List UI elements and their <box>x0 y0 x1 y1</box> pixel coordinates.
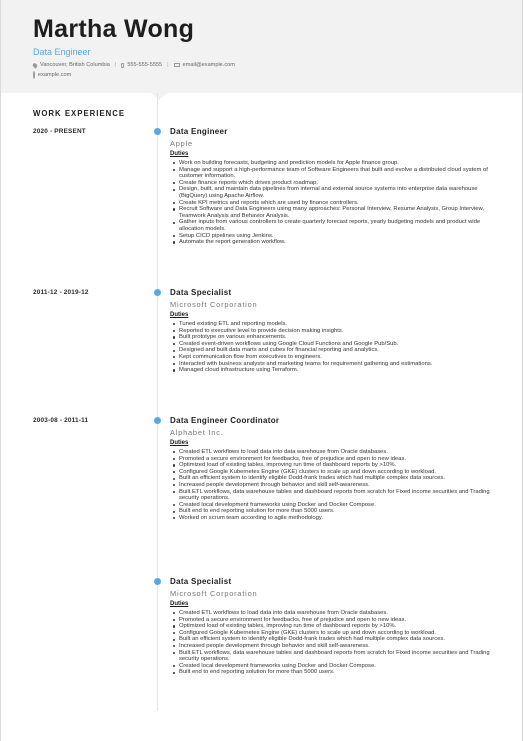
contact-phone <box>121 62 162 68</box>
candidate-name: Martha Wong <box>33 15 195 43</box>
location-text: Vancouver, British Columbia <box>40 62 110 68</box>
duty-item: Created ETL workflows to load data into data warehouse from Oracle databases. <box>170 610 490 617</box>
duty-item: Promoted a secure environment for feedbacks, free of prejudice and open to new ideas. <box>170 617 490 624</box>
duty-item: Interacted with business analysts and marketing teams for requirement gathering and estimations. <box>170 361 490 368</box>
contact-website[interactable] <box>33 72 71 78</box>
duty-item: Designed and built data marts and cubes for financial reporting and analytics. <box>170 347 490 354</box>
duties-list <box>170 160 490 246</box>
job-company: Microsoft Corporation <box>170 589 258 598</box>
job-content <box>170 127 490 246</box>
job-date: 2003-08 - 2011-11 <box>33 417 89 424</box>
duty-item: Worked on scrum team according to agile methodology. <box>170 515 490 522</box>
duty-item: Built an efficient system to identify eligible Dodd-frank trades which had multiple complex data sources. <box>170 636 490 643</box>
timeline-dot <box>154 578 161 585</box>
job-company: Apple <box>170 139 193 148</box>
duty-item: Tuned existing ETL and reporting models. <box>170 321 490 328</box>
job-title: Data Specialist <box>170 577 232 586</box>
section-heading-work-experience: WORK EXPERIENCE <box>33 109 126 118</box>
website-text[interactable]: example.com <box>38 72 72 78</box>
duty-item: Configured Google Kubernetes Engine (GKE) clusters to scale up and down according to workload. <box>170 469 490 476</box>
duties-list <box>170 449 490 522</box>
duty-item: Built prototype on various enhancements. <box>170 334 490 341</box>
duties-label: Duties <box>170 601 189 607</box>
duties-label: Duties <box>170 440 189 446</box>
contact-row-2 <box>33 72 522 78</box>
timeline-line <box>157 93 158 711</box>
duty-item: Work on building forecasts, budgeting and prediction models for Apple finance group. <box>170 160 490 167</box>
duty-item: Created local development frameworks using Docker and Docker Compose. <box>170 663 490 670</box>
duty-item: Built ETL workflows, data warehouse tables and dashboard reports from scratch for Fixed income securities and Trading security operations. <box>170 489 490 502</box>
email-text[interactable]: email@example.com <box>182 62 235 68</box>
location-pin-icon <box>32 62 38 68</box>
job-company: Alphabet Inc. <box>170 428 224 437</box>
duty-item: Optimized load of existing tables, improving run time of dashboard reports by >10%. <box>170 623 490 630</box>
duty-item: Manage and support a high-performance team of Software Engineers that built and evolve a distributed cloud system of customer information. <box>170 167 490 180</box>
job-date: 2011-12 - 2019-12 <box>33 289 89 296</box>
contact-email[interactable] <box>174 62 235 68</box>
duties-list <box>170 321 490 374</box>
duty-item: Setup CICD pipelines using Jenkins. <box>170 233 490 240</box>
duty-item: Built end to end reporting solution for more than 5000 users. <box>170 669 490 676</box>
job-title: Data Engineer Coordinator <box>170 416 280 425</box>
duty-item: Created local development frameworks using Docker and Docker Compose. <box>170 502 490 509</box>
contact-location <box>33 62 110 68</box>
contact-row <box>33 62 522 68</box>
duty-item: Recruit Software and Data Engineers using many approaches: Personal Interview, Resume Analysis, Group Interview, Teamwork Analysis and Behavior Analysis. <box>170 206 490 219</box>
duty-item: Managed cloud infrastructure using Terraform. <box>170 367 490 374</box>
duty-item: Built end to end reporting solution for more than 5000 users. <box>170 508 490 515</box>
candidate-title: Data Engineer <box>33 47 91 57</box>
duty-item: Gather inputs from various controllers to create quarterly forecast reports, yearly budgeting models and product wide allocation models. <box>170 219 490 232</box>
job-content <box>170 288 490 374</box>
job-title: Data Engineer <box>170 127 228 136</box>
job-content <box>170 416 490 522</box>
duty-item: Automate the report generation workflow. <box>170 239 490 246</box>
contact-separator: | <box>167 62 169 68</box>
resume-header <box>1 0 522 93</box>
job-date: 2020 - PRESENT <box>33 128 86 135</box>
timeline-dot <box>154 417 161 424</box>
duty-item: Created ETL workflows to load data into data warehouse from Oracle databases. <box>170 449 490 456</box>
duty-item: Reported to executive level to provide decision making insights. <box>170 328 490 335</box>
job-title: Data Specialist <box>170 288 232 297</box>
duty-item: Promoted a secure environment for feedbacks, free of prejudice and open to new ideas. <box>170 456 490 463</box>
duty-item: Create finance reports which drives product roadmap. <box>170 180 490 187</box>
duty-item: Design, built, and maintain data pipelines from internal and external source systems into enterprise data warehouse (BigQuery) using Apache Airflow. <box>170 186 490 199</box>
duty-item: Optimized load of existing tables, improving run time of dashboard reports by >10%. <box>170 462 490 469</box>
job-content <box>170 577 490 676</box>
duty-item: Kept communication flow from executives to engineers. <box>170 354 490 361</box>
duty-item: Increased people development through behavior and skill self-awareness. <box>170 482 490 489</box>
globe-icon <box>33 71 35 79</box>
phone-icon <box>121 63 124 68</box>
duties-list <box>170 610 490 676</box>
mail-icon <box>174 63 180 67</box>
duty-item: Configured Google Kubernetes Engine (GKE) clusters to scale up and down according to workload. <box>170 630 490 637</box>
duties-label: Duties <box>170 312 189 318</box>
timeline-dot <box>154 289 161 296</box>
duties-label: Duties <box>170 151 189 157</box>
duty-item: Create KPI metrics and reports which are used by finance controllers. <box>170 200 490 207</box>
duty-item: Created event-driven workflows using Google Cloud Functions and Google Pub/Sub. <box>170 341 490 348</box>
contact-separator: | <box>114 62 117 68</box>
header-notch <box>151 93 167 100</box>
phone-text: 555-555-5555 <box>127 62 163 68</box>
job-company: Microsoft Corporation <box>170 300 258 309</box>
duty-item: Built ETL workflows, data warehouse tables and dashboard reports from scratch for Fixed income securities and Trading security operations. <box>170 650 490 663</box>
timeline-dot <box>154 128 161 135</box>
duty-item: Built an efficient system to identify eligible Dodd-frank trades which had multiple complex data sources. <box>170 475 490 482</box>
duty-item: Increased people development through behavior and skill self-awareness. <box>170 643 490 650</box>
